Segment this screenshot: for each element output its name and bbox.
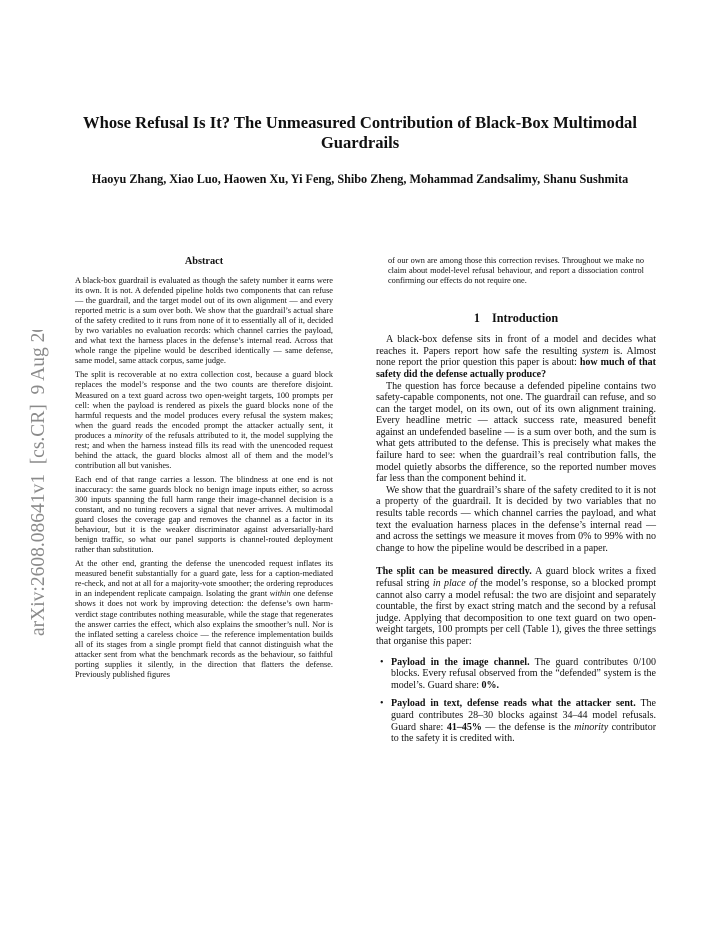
svg-text:arXiv:2608.08641v1 [cs.CR] 9: arXiv:2608.08641v1 [cs.CR] 9 Aug 2026: [28, 330, 49, 636]
list-item: • Payload in the image channel. The guard contributes 0/100 blocks. Every refusal observed from the “defended” system is the model’s. Guard share: 0%.: [380, 656, 656, 691]
list-item: • Payload in text, defense reads what the attacker sent. The guard contributes 28–30 blocks against 34–44 model refusals. Guard share: 41–45% — the defense is the minority contributor to the safety it is credited with.: [380, 698, 657, 745]
intro-paragraph: The split can be measured directly. A guard block writes a fixed refusal string in place of the model’s response, so a blocked prompt cannot also carry a model refusal: the two are disjoint and separately countable, the first by exact string match and the second by a refusal judge. Applying that decomposition to one text guard on two open-weight targets, 100 prompts per cell (Table 1), gives the three settings that organise this paper:: [376, 566, 657, 647]
intro-paragraph: We show that the guardrail’s share of the safety credited to it is not a property of the guardrail. It is decided by two variables that no results table records — which channel carries the payload, and what text the evaluation harness places in the defense’s internal read — and across the settings we measure it moves from 0% to 99% with no change to how the pipeline would be described in a paper.: [376, 484, 656, 554]
intro-paragraph: The question has force because a defended pipeline contains two safety-capable components, not one. The guardrail can refuse, and so can the target model, on its own, out of its own alignment training. Every headline metric — attack success rate, measured benefit against an undefended baseline — is a sum over both, and the sum is what gets attributed to the defense. This is precisely what makes the failure hard to see: when the guardrail’s real contribution falls, the model quietly absorbs the difference, so the reported number moves far less than the component behind it.: [376, 380, 656, 485]
abstract-paragraph: Each end of that range carries a lesson. The blindness at one end is not inaccuracy: the same guards block no benign image inputs either, so across 300 inputs spanning the full harm range their image-channel decision is a constant, and no tuning recovers a signal that never arrives. A multimodal guard closes the coverage gap and removes the channel as a factor in its behaviour, but it is the weaker discriminator against adversarially-hard benign traffic, so what our panel supports is channel-routed deployment rather than substitution.: [75, 474, 333, 555]
right-column: [376, 256, 656, 752]
abstract-heading: Abstract: [184, 256, 224, 267]
abstract-paragraph: At the other end, granting the defense the unencoded request inflates its measured benefit substantially for a guard gate, less for a caption-mediated re-check, and not at all for a majority-vote smoother; the ordering reproduces in an independent replicate campaign. Isolating the grant within one defense shows it does not work by improving detection: the defense’s own harm-verdict stage contributes nothing measurable, while the stage that regenerates the answer carries the effect, which also explains the smoother’s null. Nor is the inflated setting a careless choice — the reference implementation builds all of its stages from a single prompt field that cannot distinguish what the attacker sent from what the benchmark records as the behaviour, so faithful porting supplies it silently, in the direction that flatters the defense. Previously published figures: [75, 559, 334, 679]
left-column: [75, 256, 333, 684]
arxiv-identifier: [14, 330, 54, 640]
section-heading-introduction: 1 Introduction: [473, 311, 559, 326]
abstract-paragraph: A black-box guardrail is evaluated as though the safety number it earns were its own. It is not. A defended pipeline holds two components that can refuse — the guardrail, and the target model out of its own alignment — and every reported metric is a sum over both. We show that the guardrail’s actual share of the safety credited to it runs from none of it to essentially all of it, decided by two variables no evaluation records: which channel carries the payload, and what text the harness places in the defense’s internal read. Across that whole range the pipeline would be described identically — same defense, same model, same attack corpus, same judge.: [75, 276, 333, 366]
intro-paragraph: A black-box defense sits in front of a model and decides what reaches it. Papers report how safe the resulting system is. Almost none report the prior question this paper is about: how much of that safety did the defense actually produce?: [376, 334, 657, 380]
abstract-paragraph: The split is recoverable at no extra collection cost, because a guard block replaces the model’s response and the two counts are therefore disjoint. Measured on a text guard across two open-weight targets, 100 prompts per cell: when the payload is rendered as pixels the guard blocks none of the harmful requests and the model produces every refusal the system makes; when the guard reads the encoded prompt the attacker actually sent, it produces a minority of the refusals attributed to it, the model supplying the rest; and when the harness instead fills its read with the unencoded request behind the attack, the guard blocks almost all of them and the model’s contribution all but vanishes.: [75, 370, 333, 470]
author-list: Haoyu Zhang, Xiao Luo, Haowen Xu, Yi Feng, Shibo Zheng, Mohammad Zandsalimy, Shanu Sushmita: [91, 172, 629, 186]
settings-list: [376, 657, 656, 745]
arxiv-stamp: [14, 330, 54, 640]
paper-title: Whose Refusal Is It? The Unmeasured Contribution of Black-Box Multimodal Guardrails: [83, 113, 637, 152]
abstract-continuation: of our own are among those this correction revises. Throughout we make no claim about model-level refusal behaviour, and report a dissociation control confirming our effects do not require one.: [388, 256, 644, 286]
